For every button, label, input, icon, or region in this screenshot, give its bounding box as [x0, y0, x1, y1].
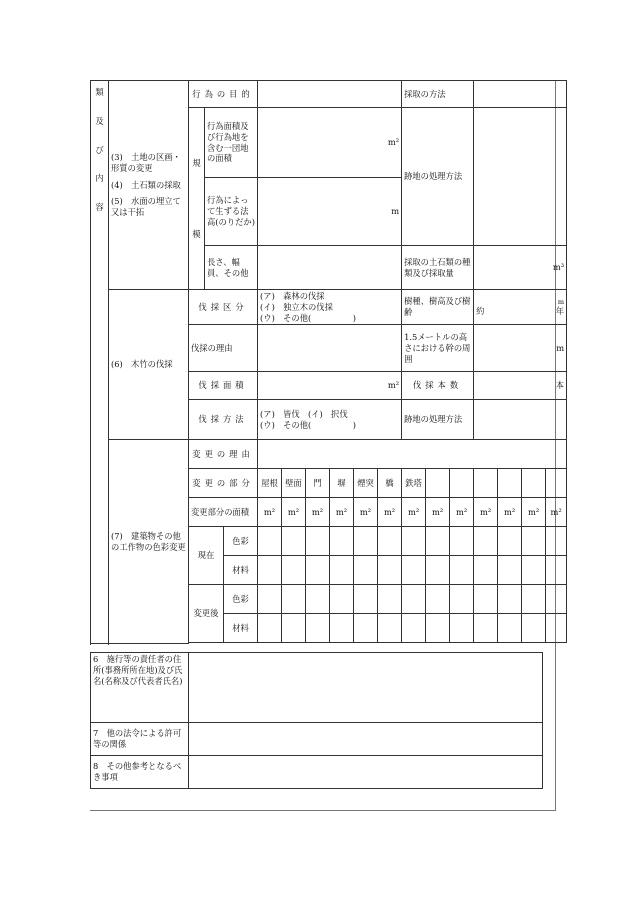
site-treatment-label: 跡地の処理方法 [402, 108, 474, 246]
grid-cell[interactable] [378, 527, 402, 556]
bottom-sections-table [90, 652, 543, 789]
item-4-label: (4) 土石類の採取 [111, 179, 181, 190]
after-color-label: 色彩 [224, 585, 258, 614]
grid-cell[interactable] [498, 585, 522, 614]
other-reference-label: 8 その他参考となるべき事項 [91, 756, 189, 789]
grid-cell[interactable] [450, 614, 474, 643]
change-reason-label: 変更の理由 [189, 440, 258, 469]
responsible-person-label: 6 施行等の責任者の住所(事務所所在地)及び氏名(名称及び代表者氏名) [91, 653, 189, 723]
grid-cell[interactable] [402, 527, 426, 556]
part-wall: 壁面 [282, 469, 306, 498]
part-roof: 屋根 [258, 469, 282, 498]
area-unit-cell[interactable]: m² [498, 498, 522, 527]
grid-cell[interactable] [282, 556, 306, 585]
part-blank[interactable] [522, 469, 546, 498]
after-material-label: 材料 [224, 614, 258, 643]
grid-cell[interactable] [474, 585, 498, 614]
grid-cell[interactable] [546, 614, 567, 643]
felling-method-label: 伐採方法 [189, 400, 258, 440]
grid-cell[interactable] [306, 556, 330, 585]
grid-cell[interactable] [282, 585, 306, 614]
option-other[interactable]: (ウ) その他( ) [260, 312, 356, 323]
other-law-permits-value[interactable] [189, 723, 543, 756]
grid-cell[interactable] [258, 585, 282, 614]
felling-category-label: 伐採区分 [189, 290, 258, 325]
grid-cell[interactable] [306, 527, 330, 556]
after-label: 変更後 [189, 585, 224, 643]
item-7-label: (7) 建築物その他の工作物の色彩変更 [109, 440, 189, 644]
length-width-value[interactable] [258, 246, 402, 290]
area-unit-cell[interactable]: m² [378, 498, 402, 527]
area-unit[interactable]: m² [258, 108, 402, 178]
left-char: 類 [95, 87, 104, 97]
grid-cell[interactable] [426, 527, 450, 556]
grid-cell[interactable] [282, 614, 306, 643]
item-5-label: (5) 水面の埋立て又は干拓 [111, 196, 181, 218]
area-unit-cell[interactable]: m² [330, 498, 354, 527]
grid-cell[interactable] [258, 527, 282, 556]
slope-height-label: 行為によって生ずる法高(のりだか) [205, 178, 258, 246]
grid-cell[interactable] [450, 527, 474, 556]
area-unit-cell[interactable]: m² [450, 498, 474, 527]
slope-height-unit[interactable]: m [258, 178, 402, 246]
soil-type-label: 採取の土石類の種類及び採取量 [402, 246, 474, 290]
area-unit-cell[interactable]: m² [522, 498, 546, 527]
current-color-label: 色彩 [224, 527, 258, 556]
felling-category-options[interactable] [258, 290, 402, 325]
item-6-label: (6) 木竹の伐採 [109, 290, 189, 440]
grid-cell[interactable] [402, 585, 426, 614]
grid-cell[interactable] [354, 527, 378, 556]
option-clear-cut[interactable]: (ア) 皆伐 (イ) 択伐 [260, 409, 348, 420]
responsible-person-value[interactable] [189, 653, 543, 723]
area-unit-cell[interactable]: m² [426, 498, 450, 527]
soil-volume-unit[interactable]: m³ [474, 246, 567, 290]
other-law-permits-label: 7 他の法令による許可等の関係 [91, 723, 189, 756]
felling-method-options[interactable] [258, 400, 402, 440]
option-single-tree[interactable]: (イ) 独立木の伐採 [260, 301, 333, 312]
scale-char: 模 [192, 228, 201, 239]
part-blank[interactable] [498, 469, 522, 498]
area-label: 行為面積及び行為地を含む一団地の面積 [205, 108, 258, 178]
grid-cell[interactable] [306, 585, 330, 614]
grid-cell[interactable] [522, 614, 546, 643]
grid-cell[interactable] [258, 614, 282, 643]
grid-cell[interactable] [546, 527, 567, 556]
part-blank[interactable] [426, 469, 450, 498]
species-label: 樹種、樹高及び樹齢 [402, 290, 474, 325]
grid-cell[interactable] [354, 556, 378, 585]
grid-cell[interactable] [450, 585, 474, 614]
scale-char: 規 [192, 157, 201, 168]
site-treatment-label-6: 跡地の処理方法 [402, 400, 474, 440]
felling-count-unit[interactable]: 本 [474, 372, 567, 400]
trunk-circumference-label: 1.5メートルの高さにおける幹の周囲 [402, 325, 474, 372]
part-blank[interactable] [474, 469, 498, 498]
area-unit-cell[interactable]: m² [282, 498, 306, 527]
part-tower: 鉄塔 [402, 469, 426, 498]
felling-area-label: 伐採面積 [189, 372, 258, 400]
part-gate: 門 [306, 469, 330, 498]
grid-cell[interactable] [426, 556, 450, 585]
felling-reason-label: 伐採の理由 [189, 325, 258, 372]
species-unit-m: m [557, 297, 565, 306]
site-treatment-value-6[interactable] [474, 400, 567, 440]
grid-cell[interactable] [378, 556, 402, 585]
grid-cell[interactable] [546, 585, 567, 614]
felling-area-unit[interactable]: m² [258, 372, 402, 400]
trunk-unit[interactable]: m [474, 325, 567, 372]
purpose-value[interactable] [258, 81, 402, 108]
grid-cell[interactable] [378, 585, 402, 614]
length-width-label: 長さ、幅員、その他 [205, 246, 258, 290]
current-material-label: 材料 [224, 556, 258, 585]
grid-cell[interactable] [330, 527, 354, 556]
part-blank[interactable] [546, 469, 567, 498]
grid-cell[interactable] [426, 585, 450, 614]
change-reason-value[interactable] [258, 440, 567, 469]
area-unit-cell[interactable]: m² [474, 498, 498, 527]
left-char: 及 [95, 115, 104, 126]
area-unit-cell[interactable]: m² [258, 498, 282, 527]
species-unit-year: 年 [555, 306, 565, 316]
purpose-label: 行為の目的 [189, 81, 258, 108]
option-forest[interactable]: (ア) 森林の伐採 [260, 291, 325, 301]
area-unit-cell[interactable]: m² [306, 498, 330, 527]
area-unit-cell[interactable]: m² [354, 498, 378, 527]
species-value[interactable] [474, 290, 567, 325]
grid-cell[interactable] [354, 614, 378, 643]
grid-cell[interactable] [378, 614, 402, 643]
site-treatment-value[interactable] [474, 108, 567, 246]
area-unit-cell[interactable]: m² [546, 498, 567, 527]
grid-cell[interactable] [354, 585, 378, 614]
left-char: 内 [95, 173, 104, 184]
grid-cell[interactable] [498, 556, 522, 585]
part-blank[interactable] [450, 469, 474, 498]
form-table [90, 80, 567, 644]
grid-cell[interactable] [498, 614, 522, 643]
grid-cell[interactable] [330, 556, 354, 585]
option-other[interactable]: (ウ) その他( ) [260, 419, 356, 430]
left-char: 容 [95, 202, 104, 213]
grid-cell[interactable] [330, 585, 354, 614]
grid-cell[interactable] [282, 527, 306, 556]
left-char: び [95, 144, 104, 155]
current-label: 現在 [189, 527, 224, 585]
grid-cell[interactable] [522, 585, 546, 614]
change-part-label: 変更の部分 [189, 469, 258, 498]
felling-reason-value[interactable] [258, 325, 402, 372]
collection-method-label: 採取の方法 [402, 81, 474, 108]
change-area-label: 変更部分の面積 [189, 498, 258, 527]
part-chimney: 煙突 [354, 469, 378, 498]
grid-cell[interactable] [522, 556, 546, 585]
grid-cell[interactable] [330, 614, 354, 643]
grid-cell[interactable] [474, 556, 498, 585]
part-bridge: 橋 [378, 469, 402, 498]
grid-cell[interactable] [474, 614, 498, 643]
species-approx: 約 [476, 306, 485, 316]
grid-cell[interactable] [546, 556, 567, 585]
grid-cell[interactable] [258, 556, 282, 585]
items-3-4-5 [109, 81, 189, 290]
grid-cell[interactable] [450, 556, 474, 585]
section-5-label [91, 81, 109, 644]
scale-label [189, 108, 205, 290]
grid-cell[interactable] [498, 527, 522, 556]
area-unit-cell[interactable]: m² [402, 498, 426, 527]
other-reference-value[interactable] [189, 756, 543, 789]
grid-cell[interactable] [522, 527, 546, 556]
grid-cell[interactable] [402, 556, 426, 585]
grid-cell[interactable] [474, 527, 498, 556]
part-fence: 塀 [330, 469, 354, 498]
item-3-label: (3) 土地の区画・形質の変更 [111, 152, 181, 173]
collection-method-value[interactable] [474, 81, 567, 108]
grid-cell[interactable] [402, 614, 426, 643]
felling-count-label: 伐採本数 [402, 372, 474, 400]
grid-cell[interactable] [426, 614, 450, 643]
grid-cell[interactable] [306, 614, 330, 643]
